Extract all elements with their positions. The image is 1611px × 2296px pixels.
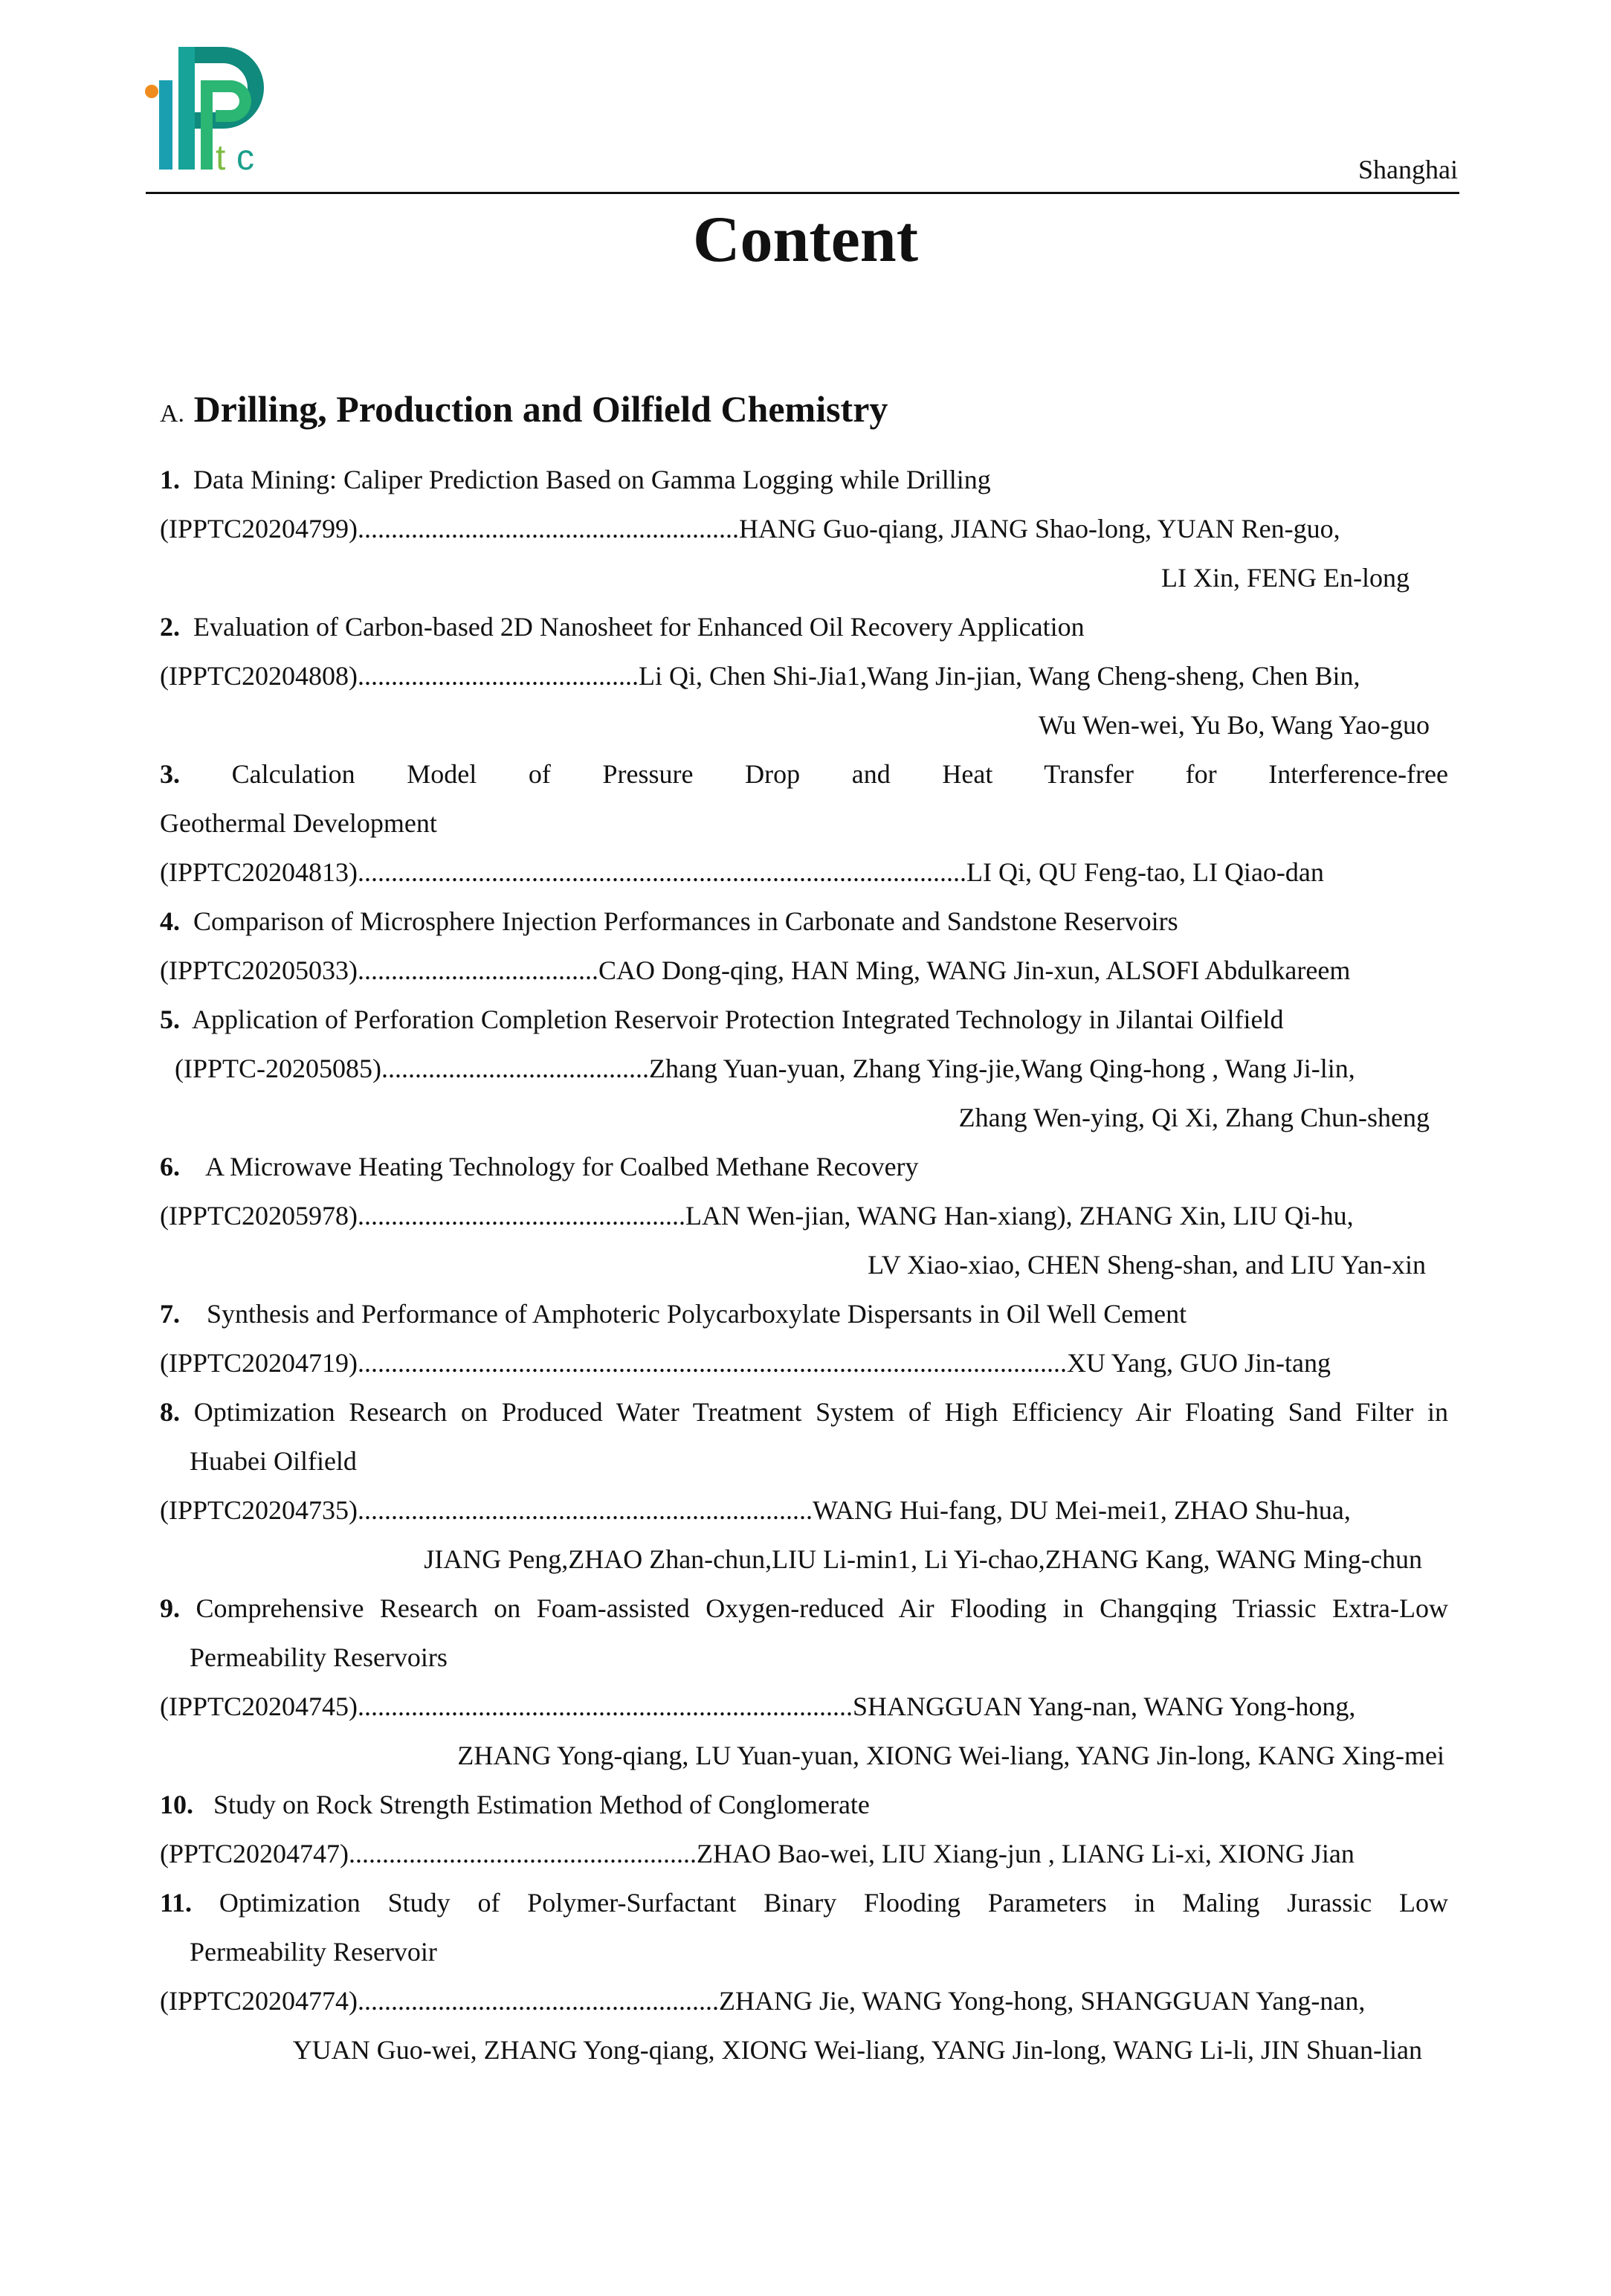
leader-dots: .................................................: [358, 1201, 686, 1231]
entry-number: 5.: [160, 1004, 180, 1034]
entry-number: 10.: [160, 1790, 193, 1819]
entry-authors: SHANGGUAN Yang-nan, WANG Yong-hong,: [853, 1692, 1356, 1721]
toc-entries: [160, 455, 1448, 2074]
leader-dots: ..........................................................................................................: [358, 1348, 1068, 1378]
toc-entry-authors-cont: [160, 1731, 1448, 1780]
entry-authors-cont: LV Xiao-xiao, CHEN Sheng-shan, and LIU Yan-xin: [868, 1250, 1426, 1280]
toc-entry-authors-cont: [160, 1093, 1448, 1142]
entry-code: (IPPTC20204719): [160, 1348, 358, 1378]
entry-authors-cont: YUAN Guo-wei, ZHANG Yong-qiang, XIONG Wei-liang, YANG Jin-long, WANG Li-li, JIN Shuan-lian: [292, 2035, 1422, 2065]
leader-dots: ....................................................................: [358, 1495, 813, 1525]
toc-entry-title: [160, 1142, 1448, 1191]
entry-title: Calculation Model of Pressure Drop and Heat Transfer for Interference-free: [231, 759, 1448, 789]
section-letter: A.: [160, 400, 185, 428]
entry-authors: LI Qi, QU Feng-tao, LI Qiao-dan: [966, 857, 1324, 887]
toc-entry-code-line: [160, 1976, 1448, 2025]
entry-title: Data Mining: Caliper Prediction Based on Gamma Logging while Drilling: [193, 465, 991, 494]
entry-number: 1.: [160, 465, 180, 494]
toc-entry-authors-cont: [160, 1240, 1448, 1289]
toc-entry-title-cont: [160, 1633, 1448, 1682]
entry-title: Optimization Study of Polymer-Surfactant Binary Flooding Parameters in Maling Jurassic Low: [219, 1888, 1448, 1918]
toc-entry-code-line: [160, 504, 1448, 553]
entry-number: 6.: [160, 1152, 180, 1181]
entry-title: Study on Rock Strength Estimation Method of Conglomerate: [213, 1790, 870, 1819]
svg-text:c: c: [236, 138, 254, 178]
toc-entry-title: [160, 455, 1448, 504]
toc-entry-title: [160, 602, 1448, 651]
toc-entry-code-line: [160, 1044, 1448, 1093]
toc-entry-code-line: [160, 1829, 1448, 1878]
toc-entry-authors-cont: [160, 1535, 1448, 1584]
entry-code: (IPPTC20205033): [160, 955, 358, 985]
toc-entry-code-line: [160, 1191, 1448, 1240]
entry-number: 2.: [160, 612, 180, 642]
toc-entry-title: [160, 1289, 1448, 1338]
entry-title-cont: Huabei Oilfield: [190, 1446, 357, 1476]
entry-title: A Microwave Heating Technology for Coalbed Methane Recovery: [205, 1152, 919, 1181]
toc-entry-title: [160, 749, 1448, 799]
entry-code: (IPPTC20204799): [160, 514, 358, 544]
entry-title: Synthesis and Performance of Amphoteric Polycarboxylate Dispersants in Oil Well Cement: [207, 1299, 1187, 1329]
header-divider: [146, 192, 1459, 194]
entry-code: (IPPTC-20205085): [175, 1054, 381, 1083]
entry-code: (IPPTC20204808): [160, 661, 358, 691]
toc-entry-title: [160, 995, 1448, 1044]
entry-title: Optimization Research on Produced Water Treatment System of High Efficiency Air Floating Sand Filter in: [193, 1397, 1449, 1427]
entry-authors-cont: JIANG Peng,ZHAO Zhan-chun,LIU Li-min1, Li Yi-chao,ZHANG Kang, WANG Ming-chun: [424, 1544, 1422, 1574]
leader-dots: ..........................................................................: [358, 1692, 853, 1721]
entry-number: 4.: [160, 906, 180, 936]
entry-authors: CAO Dong-qing, HAN Ming, WANG Jin-xun, ALSOFI Abdulkareem: [598, 955, 1351, 985]
entry-authors-cont: Wu Wen-wei, Yu Bo, Wang Yao-guo: [1038, 710, 1430, 740]
leader-dots: ......................................................: [358, 1986, 720, 2016]
toc-entry-title: [160, 1878, 1448, 1927]
page-title: Content: [692, 204, 919, 276]
toc-entry-authors-cont: [160, 553, 1448, 602]
section-title: Drilling, Production and Oilfield Chemistry: [193, 388, 888, 430]
entry-title: Application of Perforation Completion Reservoir Protection Integrated Technology in Jilantai Oilfield: [192, 1004, 1284, 1034]
entry-title: Comprehensive Research on Foam-assisted Oxygen-reduced Air Flooding in Changqing Triassic Extra-Low: [196, 1593, 1448, 1623]
leader-dots: ........................................: [381, 1054, 649, 1083]
toc-entry-code-line: [160, 946, 1448, 995]
entry-authors-cont: Zhang Wen-ying, Qi Xi, Zhang Chun-sheng: [958, 1103, 1430, 1132]
entry-title-cont: Permeability Reservoir: [190, 1937, 437, 1967]
toc-entry-code-line: [160, 848, 1448, 897]
entry-code: (IPPTC20205978): [160, 1201, 358, 1231]
entry-authors: WANG Hui-fang, DU Mei-mei1, ZHAO Shu-hua,: [813, 1495, 1351, 1525]
toc-entry-code-line: [160, 1682, 1448, 1731]
svg-text:t: t: [216, 138, 226, 178]
section-heading: [160, 389, 888, 430]
entry-code: (IPPTC20204813): [160, 857, 358, 887]
entry-number: 8.: [160, 1397, 180, 1427]
entry-number: 7.: [160, 1299, 180, 1329]
entry-title-cont: Geothermal Development: [160, 808, 437, 838]
entry-authors-cont: LI Xin, FENG En-long: [1161, 563, 1410, 593]
leader-dots: .........................................................: [358, 514, 740, 544]
toc-entry-authors-cont: [160, 2025, 1448, 2074]
leader-dots: ..........................................: [358, 661, 639, 691]
toc-entry-title: [160, 1387, 1448, 1436]
toc-entry-code-line: [160, 1486, 1448, 1535]
toc-entry-title-cont: [160, 799, 1448, 848]
entry-authors: LAN Wen-jian, WANG Han-xiang), ZHANG Xin, LIU Qi-hu,: [685, 1201, 1354, 1231]
entry-authors: XU Yang, GUO Jin-tang: [1067, 1348, 1331, 1378]
toc-entry-title: [160, 1584, 1448, 1633]
entry-code: (IPPTC20204745): [160, 1692, 358, 1721]
entry-authors: Li Qi, Chen Shi-Jia1,Wang Jin-jian, Wang Cheng-sheng, Chen Bin,: [639, 661, 1360, 691]
leader-dots: ....................................: [358, 955, 599, 985]
entry-code: (PPTC20204747): [160, 1839, 349, 1868]
entry-authors: ZHANG Jie, WANG Yong-hong, SHANGGUAN Yang-nan,: [719, 1986, 1366, 2016]
entry-authors-cont: ZHANG Yong-qiang, LU Yuan-yuan, XIONG Wei-liang, YANG Jin-long, KANG Xing-mei: [457, 1741, 1444, 1770]
header-location: Shanghai: [1358, 155, 1458, 184]
leader-dots: ...........................................................................................: [358, 857, 967, 887]
toc-entry-authors-cont: [160, 700, 1448, 749]
toc-entry-code-line: [160, 651, 1448, 700]
entry-title: Evaluation of Carbon-based 2D Nanosheet for Enhanced Oil Recovery Application: [193, 612, 1085, 642]
toc-entry-code-line: [160, 1338, 1448, 1387]
toc-entry-title: [160, 1780, 1448, 1829]
entry-title: Comparison of Microsphere Injection Performances in Carbonate and Sandstone Reservoirs: [193, 906, 1178, 936]
toc-entry-title-cont: [160, 1436, 1448, 1486]
leader-dots: ....................................................: [349, 1839, 697, 1868]
entry-number: 9.: [160, 1593, 180, 1623]
entry-authors: ZHAO Bao-wei, LIU Xiang-jun , LIANG Li-xi, XIONG Jian: [697, 1839, 1355, 1868]
entry-authors: HANG Guo-qiang, JIANG Shao-long, YUAN Ren-guo,: [739, 514, 1340, 544]
entry-code: (IPPTC20204774): [160, 1986, 358, 2016]
ipptc-logo: [141, 36, 283, 181]
toc-entry-title-cont: [160, 1927, 1448, 1976]
entry-number: 3.: [160, 759, 180, 789]
entry-authors: Zhang Yuan-yuan, Zhang Ying-jie,Wang Qing-hong , Wang Ji-lin,: [649, 1054, 1355, 1083]
entry-code: (IPPTC20204735): [160, 1495, 358, 1525]
toc-entry-title: [160, 897, 1448, 946]
entry-number: 11.: [160, 1888, 193, 1918]
entry-title-cont: Permeability Reservoirs: [190, 1642, 448, 1672]
